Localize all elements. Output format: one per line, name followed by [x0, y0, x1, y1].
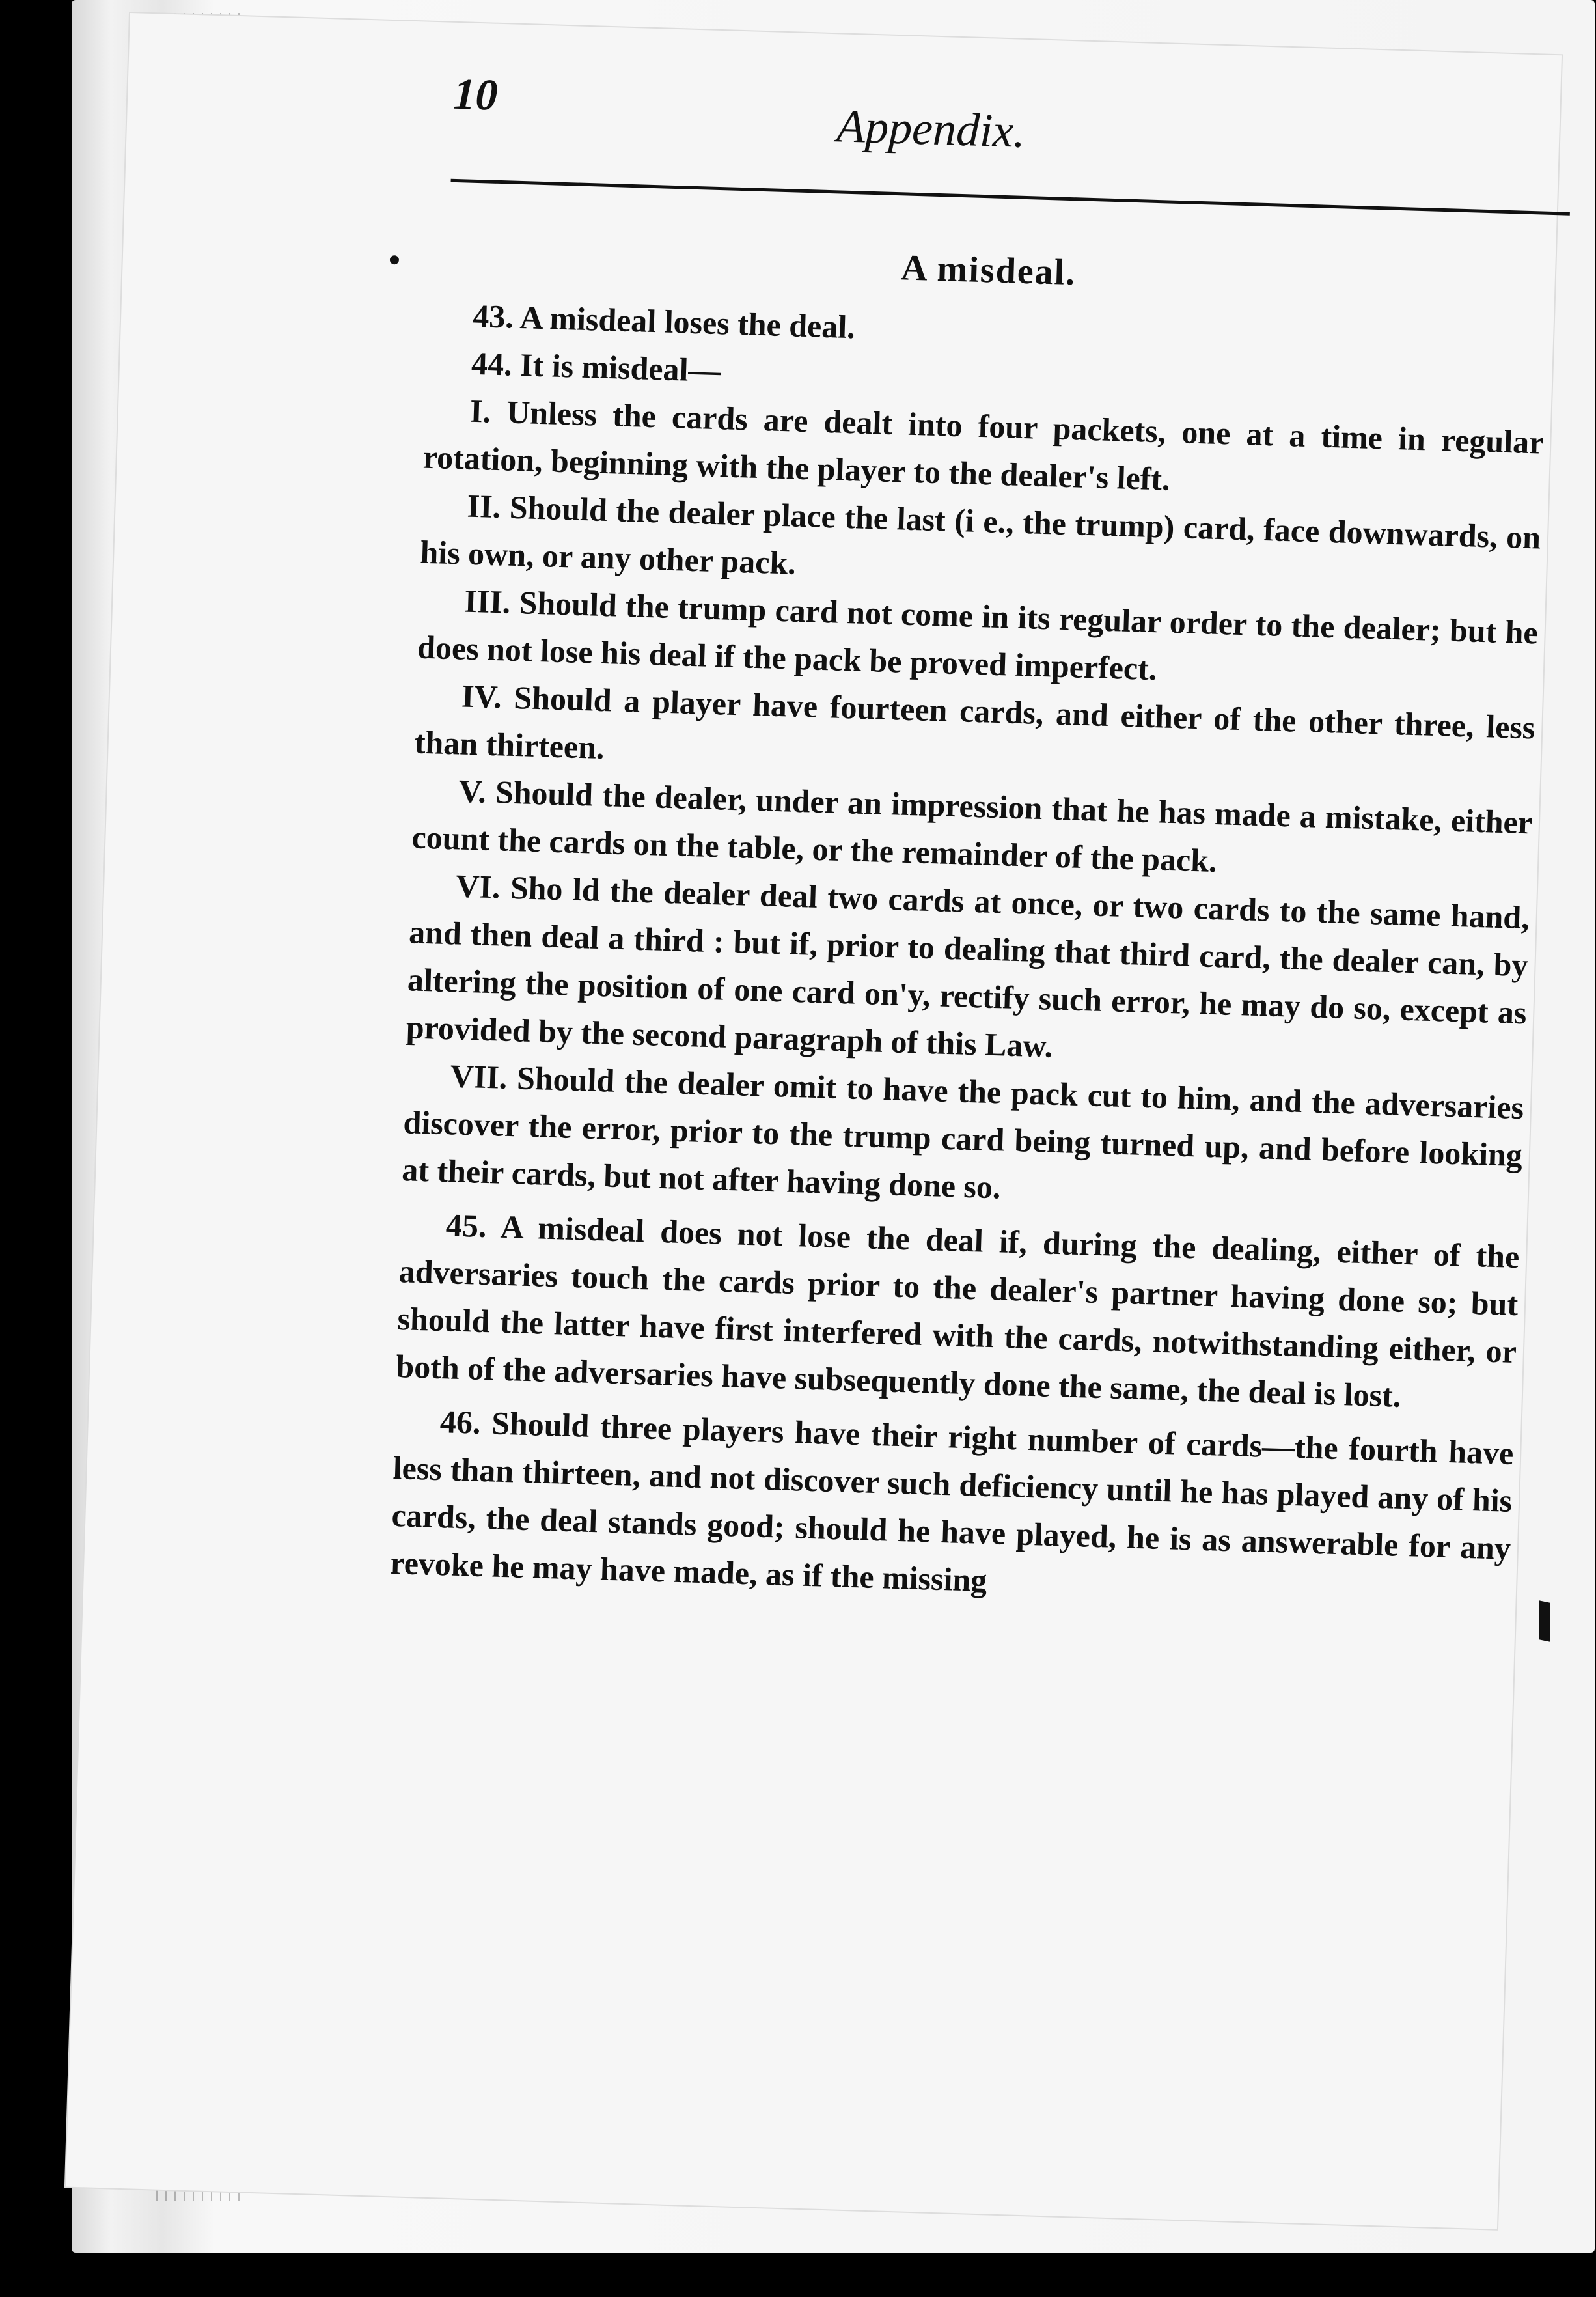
book-page	[66, 13, 1562, 2229]
clause-3: III. Should the trump card not come in its regular order to the dealer; but he does not lose his deal if the pack be proved imperfect.	[417, 582, 1539, 688]
law-45: 45. A misdeal does not lose the deal if, during the dealing, either of the adversaries touch the cards prior to the dealer's partner having done so; but should the latter have first interfered with the cards, notwithstanding either, or both of the adversaries have subsequently done the same, the deal is lost.	[395, 1206, 1520, 1414]
clause-5: V. Should the dealer, under an impression that he has made a mistake, either count the cards on the table, or the remainder of the pack.	[411, 772, 1533, 880]
law-43: 43. A misdeal loses the deal.	[472, 297, 856, 346]
law-46: 46. Should three players have their right number of cards—the fourth have less than thirteen, and not discover such deficiency until he has played any of his cards, the deal stands good; should he have played, he is as answerable for any revoke he may have made, as if the missing	[389, 1403, 1515, 1599]
page-header	[452, 68, 1573, 193]
running-head: Appendix.	[836, 100, 1026, 158]
page-edge-mark	[1539, 1600, 1550, 1642]
page-body	[389, 230, 1548, 1620]
clause-7: VII. Should the dealer omit to have the pack cut to him, and the adversaries discover the error, prior to the trump card being turned up, and before looking at their cards, but not after having done so.	[401, 1057, 1524, 1206]
margin-dot	[390, 255, 399, 264]
clause-6: VI. Sho ld the dealer deal two cards at once, or two cards to the same hand, and then deal a third : but if, prior to dealing that third card, the dealer can, by altering the position of one card on'y, rectify such error, he may do so, except as provided by the second paragraph of this Law.	[406, 867, 1530, 1065]
law-44: 44. It is misdeal—	[471, 344, 722, 389]
section-title: A misdeal.	[900, 247, 1077, 294]
clause-1: I. Unless the cards are dealt into four packets, one at a time in regular rotation, beginning with the player to the dealer's left.	[422, 392, 1545, 497]
page-number: 10	[452, 68, 499, 120]
clause-4: IV. Should a player have fourteen cards, and either of the other three, less than thirteen.	[414, 677, 1536, 766]
clause-2: II. Should the dealer place the last (i e., the trump) card, face downwards, on his own, or any other pack.	[419, 487, 1541, 581]
